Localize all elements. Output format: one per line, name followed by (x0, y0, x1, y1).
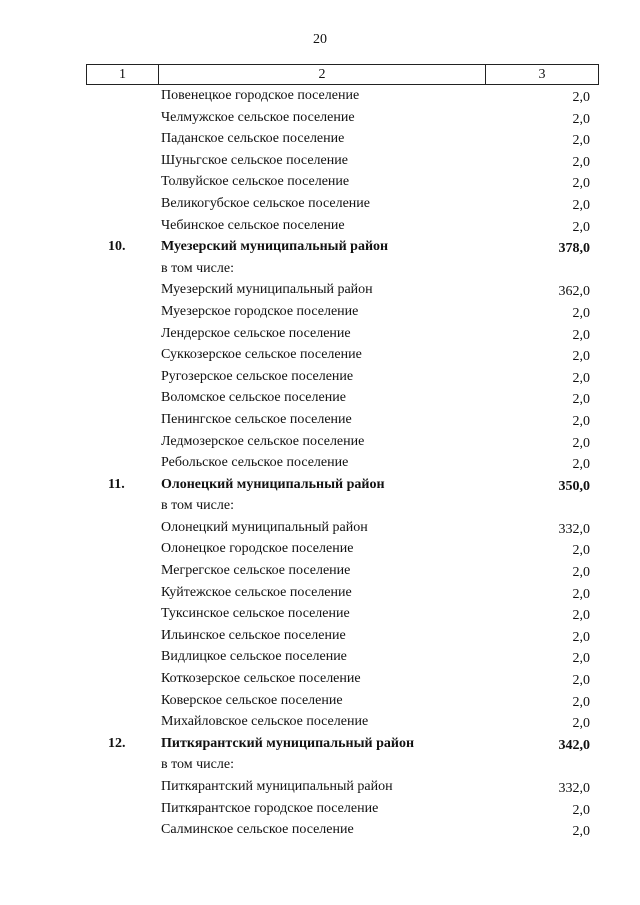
row-name: Шуньгское сельское поселение (161, 152, 348, 168)
row-value: 2,0 (572, 435, 590, 451)
row-name: Видлицкое сельское поселение (161, 649, 347, 665)
row-name: Михайловское сельское поселение (161, 714, 369, 730)
row-name: Ругозерское сельское поселение (161, 368, 354, 384)
row-name: Паданское сельское поселение (161, 131, 345, 147)
row-value: 2,0 (572, 305, 590, 321)
row-name: Ледмозерское сельское поселение (161, 433, 365, 449)
district-row (0, 474, 640, 496)
table-row (0, 150, 640, 172)
row-value: 2,0 (572, 629, 590, 645)
row-name: Олонецкий муниципальный район (161, 476, 385, 492)
row-value: 2,0 (572, 824, 590, 840)
column-header-table (86, 64, 599, 85)
row-value: 2,0 (572, 457, 590, 473)
row-value: 332,0 (558, 521, 590, 537)
row-name: Челмужское сельское поселение (161, 109, 355, 125)
row-name: Куйтежское сельское поселение (161, 584, 352, 600)
row-value: 2,0 (572, 154, 590, 170)
table-body (0, 85, 640, 841)
row-name: Туксинское сельское поселение (161, 606, 350, 622)
row-name: Повенецкое городское поселение (161, 88, 360, 103)
table-row (0, 776, 640, 798)
row-number: 12. (108, 735, 126, 751)
table-row (0, 711, 640, 733)
row-name: Питкярантское городское поселение (161, 800, 379, 816)
district-row (0, 733, 640, 755)
row-name: Олонецкое городское поселение (161, 541, 354, 557)
row-name: Великогубское сельское поселение (161, 195, 370, 211)
row-name: Мегрегское сельское поселение (161, 563, 351, 579)
row-name: Салминское сельское поселение (161, 822, 354, 838)
table-row (0, 625, 640, 647)
row-name: Лендерское сельское поселение (161, 325, 351, 341)
district-row (0, 236, 640, 258)
table-row (0, 819, 640, 841)
table-row (0, 215, 640, 237)
row-name: Олонецкий муниципальный район (161, 519, 368, 535)
table-row (0, 517, 640, 539)
row-value: 378,0 (558, 241, 590, 257)
row-number: 11. (108, 476, 125, 492)
row-value: 2,0 (572, 413, 590, 429)
table-row (0, 690, 640, 712)
row-value: 2,0 (572, 608, 590, 624)
table-row (0, 107, 640, 129)
row-value: 2,0 (572, 651, 590, 667)
table-row (0, 323, 640, 345)
row-value: 2,0 (572, 694, 590, 710)
table-row (0, 603, 640, 625)
row-name: в том числе: (161, 260, 234, 276)
row-value: 2,0 (572, 586, 590, 602)
column-header-row (87, 65, 599, 85)
row-name: Питкярантский муниципальный район (161, 779, 393, 794)
row-value: 2,0 (572, 543, 590, 559)
column-header-2: 2 (159, 65, 486, 85)
row-value: 2,0 (572, 327, 590, 343)
row-name: Чебинское сельское поселение (161, 217, 345, 233)
table-row (0, 798, 640, 820)
row-value: 2,0 (572, 176, 590, 192)
table-row (0, 452, 640, 474)
row-name: Муезерский муниципальный район (161, 282, 373, 298)
row-name: Муезерское городское поселение (161, 303, 359, 319)
column-header-3: 3 (486, 65, 599, 85)
row-name: в том числе: (161, 498, 234, 514)
row-name: Толвуйское сельское поселение (161, 174, 350, 190)
row-name: Ильинское сельское поселение (161, 627, 346, 643)
row-name: Муезерский муниципальный район (161, 239, 389, 255)
row-value: 2,0 (572, 565, 590, 581)
page-number: 20 (313, 32, 327, 47)
row-value: 362,0 (558, 284, 590, 300)
row-name: Коткозерское сельское поселение (161, 671, 361, 687)
table-row (0, 171, 640, 193)
table-row (0, 582, 640, 604)
row-value: 2,0 (572, 219, 590, 235)
row-value: 2,0 (572, 673, 590, 689)
table-row (0, 560, 640, 582)
row-value: 2,0 (572, 111, 590, 127)
row-name: Ребольское сельское поселение (161, 455, 349, 471)
table-row (0, 668, 640, 690)
row-number: 10. (108, 239, 126, 255)
row-name: в том числе: (161, 757, 234, 773)
row-name: Воломское сельское поселение (161, 390, 346, 406)
table-row (0, 409, 640, 431)
table-row (0, 128, 640, 150)
table-row (0, 495, 640, 517)
table-row (0, 538, 640, 560)
row-value: 2,0 (572, 716, 590, 732)
table-row (0, 85, 640, 107)
table-row (0, 431, 640, 453)
row-value: 2,0 (572, 392, 590, 408)
table-row (0, 387, 640, 409)
row-value: 2,0 (572, 90, 590, 105)
row-value: 342,0 (558, 737, 590, 753)
column-header-1: 1 (87, 65, 159, 85)
row-value: 350,0 (558, 478, 590, 494)
row-name: Питкярантский муниципальный район (161, 735, 415, 751)
table-row (0, 646, 640, 668)
table-row (0, 344, 640, 366)
row-name: Коверское сельское поселение (161, 692, 343, 708)
table-row (0, 258, 640, 280)
row-value: 2,0 (572, 349, 590, 365)
row-value: 2,0 (572, 802, 590, 818)
table-row (0, 754, 640, 776)
row-value: 332,0 (558, 781, 590, 796)
row-value: 2,0 (572, 370, 590, 386)
row-name: Пенингское сельское поселение (161, 411, 352, 427)
table-row (0, 279, 640, 301)
table-row (0, 366, 640, 388)
row-name: Суккозерское сельское поселение (161, 347, 362, 363)
row-value: 2,0 (572, 197, 590, 213)
table-row (0, 193, 640, 215)
row-value: 2,0 (572, 133, 590, 149)
table-row (0, 301, 640, 323)
